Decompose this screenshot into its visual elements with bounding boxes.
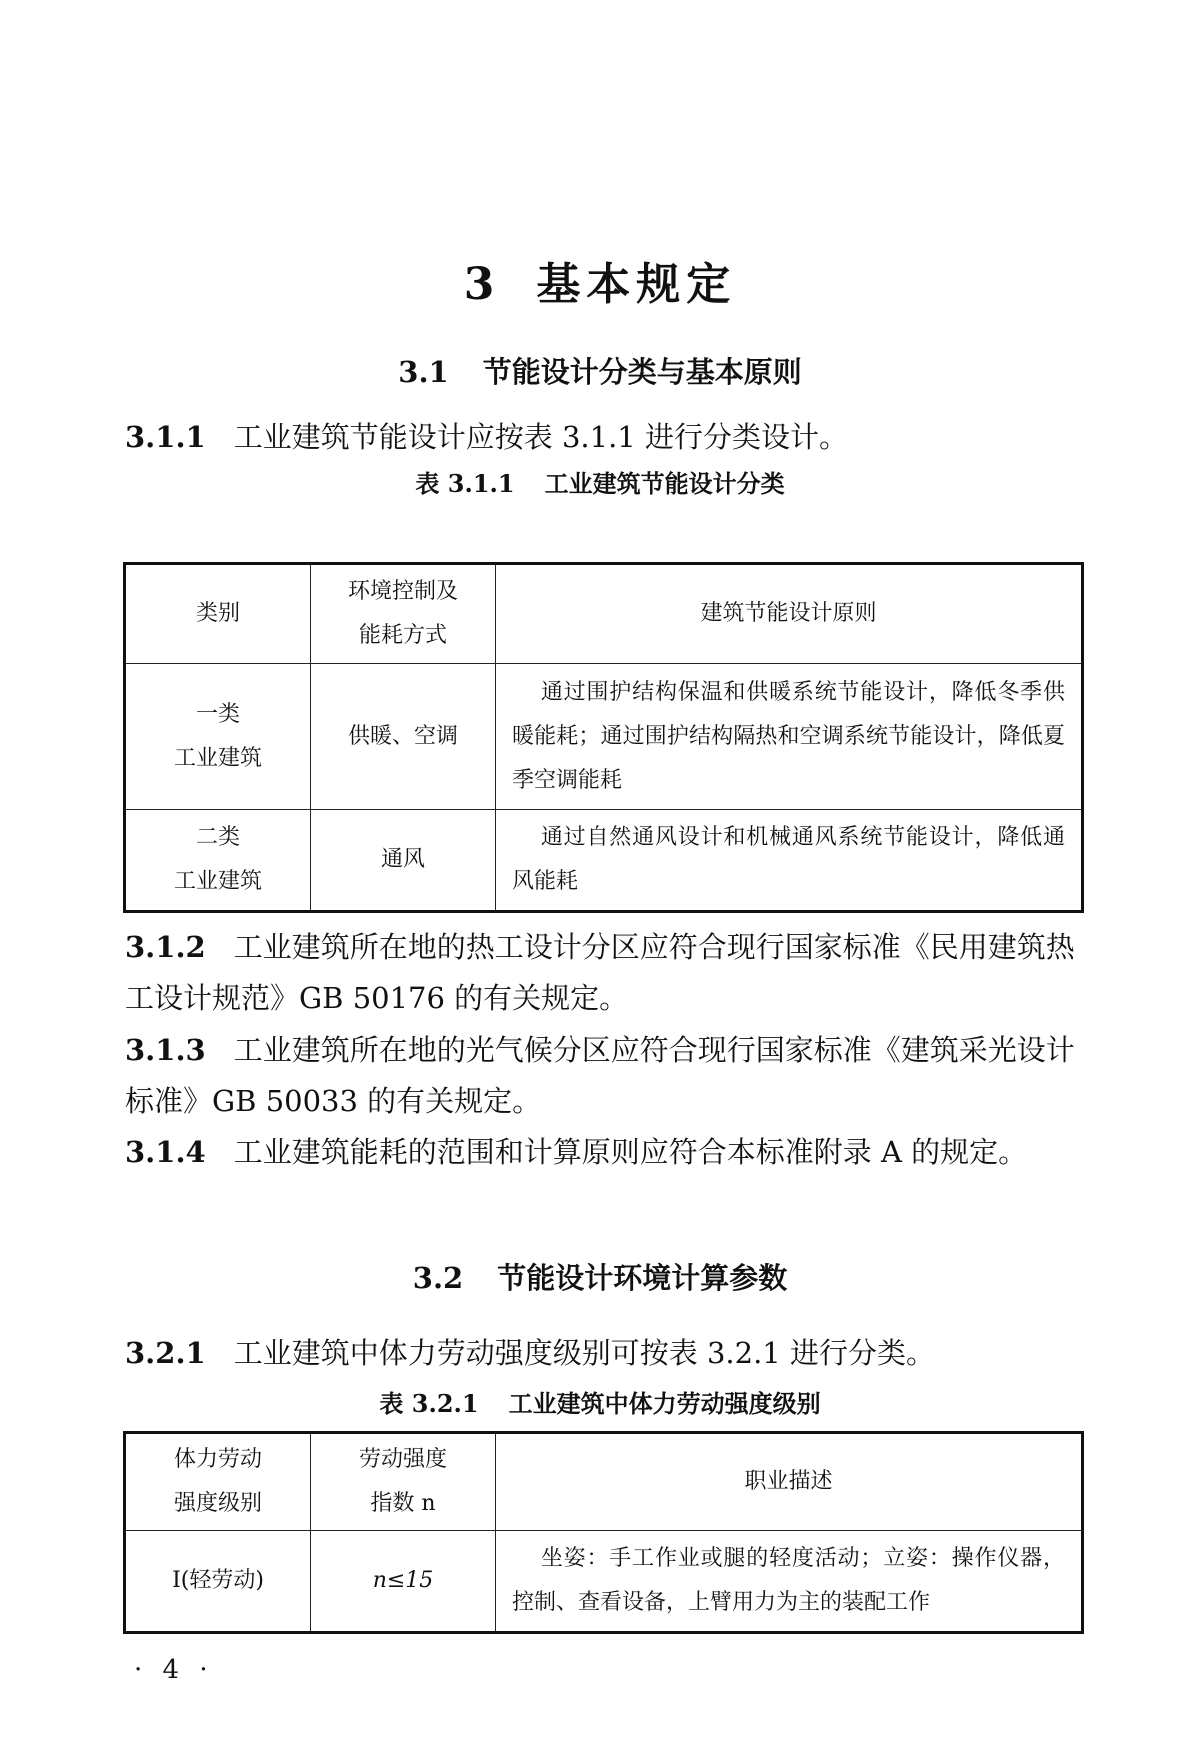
level-cell: Ⅰ(轻劳动) bbox=[125, 1531, 311, 1633]
principle-cell bbox=[496, 664, 1083, 810]
clause-3-1-4 bbox=[125, 1127, 1080, 1178]
clause-3-1-2 bbox=[125, 922, 1080, 1024]
table-row bbox=[125, 810, 1083, 912]
page-number: · 4 · bbox=[134, 1655, 214, 1685]
clause-text: 工业建筑中体力劳动强度级别可按表 3.2.1 进行分类。 bbox=[233, 1336, 935, 1370]
table-caption-3-1-1 bbox=[0, 464, 1200, 499]
clause-3-2-1 bbox=[125, 1328, 1080, 1379]
table-3-2-1 bbox=[123, 1431, 1084, 1634]
principle-text: 通过自然通风设计和机械通风系统节能设计，降低通风能耗 bbox=[512, 825, 1065, 894]
clause-number: 3.1.4 bbox=[125, 1135, 206, 1169]
header-line: 强度级别 bbox=[173, 1491, 262, 1516]
header-cell bbox=[125, 1433, 311, 1531]
description-text: 坐姿：手工作业或腿的轻度活动；立姿：操作仪器，控制、查看设备，上臂用力为主的装配工作 bbox=[512, 1546, 1065, 1615]
principle-cell bbox=[496, 810, 1083, 912]
category-cell bbox=[125, 810, 311, 912]
category-line: 工业建筑 bbox=[173, 745, 262, 771]
section-number: 3.2 bbox=[412, 1261, 464, 1295]
table-caption-title: 工业建筑中体力劳动强度级别 bbox=[508, 1389, 821, 1418]
section-title-3-2 bbox=[0, 1256, 1200, 1297]
table-header-row bbox=[125, 1433, 1083, 1531]
clause-number: 3.1.3 bbox=[125, 1033, 206, 1067]
category-line: 一类 bbox=[195, 701, 240, 727]
header-line: 能耗方式 bbox=[358, 623, 447, 648]
table-caption-title: 工业建筑节能设计分类 bbox=[544, 469, 785, 498]
chapter-number: 3 bbox=[463, 259, 501, 310]
clause-text: 工业建筑所在地的光气候分区应符合现行国家标准《建筑采光设计标准》GB 50033 的有关规定。 bbox=[125, 1033, 1075, 1118]
mode-cell: 供暖、空调 bbox=[311, 664, 496, 810]
section-title-text: 节能设计环境计算参数 bbox=[497, 1261, 788, 1295]
clause-3-1-1 bbox=[125, 412, 1080, 463]
chapter-title bbox=[0, 248, 1200, 312]
header-line: 指数 n bbox=[370, 1491, 436, 1516]
table-caption-number: 表 3.2.1 bbox=[379, 1389, 479, 1418]
table-caption-number: 表 3.1.1 bbox=[415, 469, 515, 498]
clause-text: 工业建筑节能设计应按表 3.1.1 进行分类设计。 bbox=[233, 420, 848, 454]
chapter-title-text: 基本规定 bbox=[536, 259, 737, 310]
table-row bbox=[125, 664, 1083, 810]
header-line: 环境控制及 bbox=[347, 579, 458, 604]
header-cell: 类别 bbox=[125, 564, 311, 664]
header-cell bbox=[311, 1433, 496, 1531]
index-cell: n≤15 bbox=[311, 1531, 496, 1633]
header-cell: 建筑节能设计原则 bbox=[496, 564, 1083, 664]
section-title-text: 节能设计分类与基本原则 bbox=[482, 355, 802, 389]
clause-text: 工业建筑所在地的热工设计分区应符合现行国家标准《民用建筑热工设计规范》GB 50176 的有关规定。 bbox=[125, 930, 1075, 1015]
header-line: 劳动强度 bbox=[358, 1447, 447, 1472]
category-line: 二类 bbox=[195, 825, 240, 850]
section-number: 3.1 bbox=[398, 355, 449, 389]
table-caption-3-2-1 bbox=[0, 1384, 1200, 1419]
mode-cell: 通风 bbox=[311, 810, 496, 912]
clause-text: 工业建筑能耗的范围和计算原则应符合本标准附录 A 的规定。 bbox=[233, 1135, 1028, 1169]
table-header-row bbox=[125, 564, 1083, 664]
category-line: 工业建筑 bbox=[173, 869, 262, 894]
clause-number: 3.2.1 bbox=[125, 1336, 206, 1370]
category-cell bbox=[125, 664, 311, 810]
clause-number: 3.1.1 bbox=[125, 420, 206, 454]
header-line: 体力劳动 bbox=[173, 1447, 262, 1472]
header-cell: 职业描述 bbox=[496, 1433, 1083, 1531]
description-cell bbox=[496, 1531, 1083, 1633]
clause-3-1-3 bbox=[125, 1025, 1080, 1127]
table-row bbox=[125, 1531, 1083, 1633]
section-title-3-1 bbox=[0, 350, 1200, 391]
header-cell bbox=[311, 564, 496, 664]
table-3-1-1 bbox=[123, 562, 1084, 913]
principle-text: 通过围护结构保温和供暖系统节能设计，降低冬季供暖能耗；通过围护结构隔热和空调系统节能设计，降低夏季空调能耗 bbox=[512, 679, 1065, 793]
clause-number: 3.1.2 bbox=[125, 930, 206, 964]
